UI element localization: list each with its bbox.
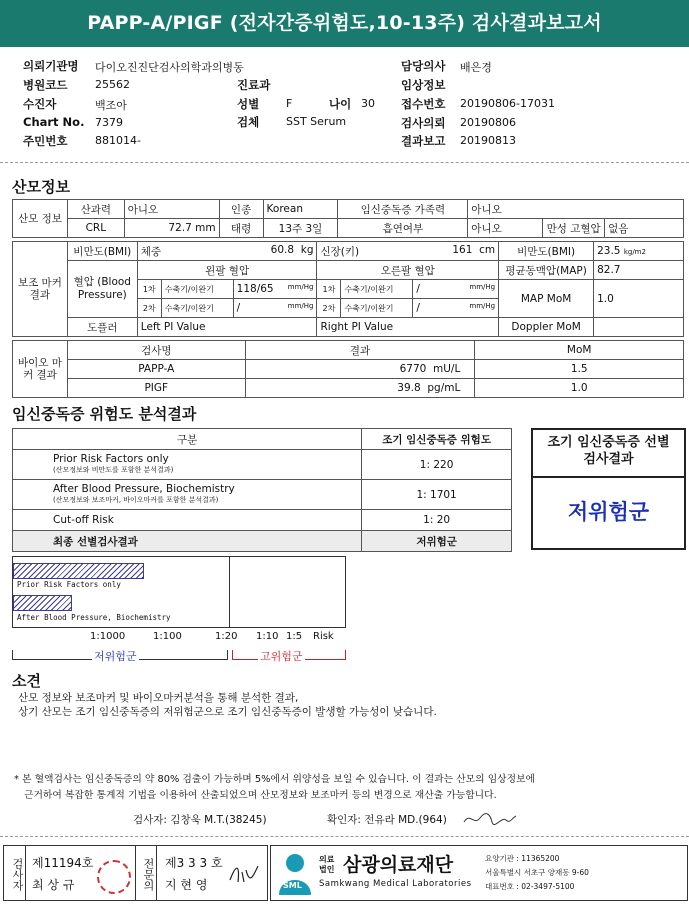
- specialist-name: 지 현 영: [165, 878, 208, 892]
- biomarker-table: [12, 340, 684, 398]
- institution-label: 의뢰기관명: [23, 59, 79, 73]
- org-footer: [270, 845, 688, 901]
- family-label: 임신중독증 가족력: [338, 200, 468, 219]
- opinion-line1: 산모 정보와 보조마커 및 바이오마커분석을 통해 분석한 결과,: [18, 692, 299, 704]
- right-first-label: 1차: [317, 280, 341, 299]
- bio-head-result: 결과: [245, 341, 475, 360]
- id-value: 881014-: [95, 134, 141, 147]
- specimen-label: 검체: [237, 115, 260, 129]
- specialist-footer-label: 전문의: [135, 846, 157, 900]
- weight-value: 60.8: [270, 243, 295, 256]
- examiner-name: 최 상 규: [32, 878, 75, 892]
- risk-head-category: 구분: [13, 429, 362, 450]
- tick-label: 1:5: [286, 631, 303, 642]
- left1-value: 118/65: [236, 283, 274, 295]
- tick-label: 1:1000: [90, 631, 126, 642]
- maternal-group-label: 산모 정보: [13, 200, 68, 238]
- smoking-value: 아니오: [468, 219, 543, 238]
- risk-row-sub: (산모정보와 보조마커, 바이오마커를 포함한 분석결과): [53, 495, 219, 504]
- left2-unit: mm/Hg: [287, 302, 314, 310]
- bio-value: 6770: [399, 363, 427, 375]
- high-risk-label: 고위험군: [260, 650, 303, 663]
- tick-label: 1:10: [256, 631, 279, 642]
- race-label: 인종: [219, 200, 263, 219]
- bio-head-mom: MoM: [475, 341, 684, 360]
- seal-icon: [97, 860, 131, 894]
- table-row: [13, 450, 512, 480]
- doppler-label: 도플러: [67, 318, 137, 337]
- risk-row-name: Prior Risk Factors only: [53, 452, 169, 465]
- right-second-label: 2차: [317, 299, 341, 318]
- org-name-en: Samkwang Medical Laboratories: [319, 879, 472, 889]
- result-date-value: 20190813: [460, 134, 516, 147]
- table-row: [13, 379, 684, 398]
- crl-value: 72.7 mm: [124, 219, 219, 238]
- pregnancy-label: 산과력: [67, 200, 124, 219]
- height-label: 신장(키): [320, 245, 360, 258]
- bio-head-name: 검사명: [67, 341, 245, 360]
- ga-label: 태령: [219, 219, 263, 238]
- signature-footer: [3, 845, 268, 901]
- examiner-footer-label: 검사자: [4, 846, 26, 900]
- result-date-label: 결과보고: [401, 134, 446, 148]
- risk-row-name: Cut-off Risk: [13, 510, 362, 531]
- right1-unit: mm/Hg: [469, 283, 496, 291]
- risk-table: [12, 428, 512, 552]
- smoking-label: 흡연여부: [338, 219, 468, 238]
- bio-unit: pg/mL: [427, 382, 461, 394]
- receipt-value: 20190806-17031: [460, 97, 555, 110]
- left-pi-label: Left PI Value: [137, 318, 317, 337]
- signature-image: [462, 810, 518, 828]
- race-value: Korean: [263, 200, 338, 219]
- low-risk-label: 저위험군: [94, 650, 137, 663]
- crl-label: CRL: [67, 219, 124, 238]
- weight-label: 체중: [140, 245, 162, 258]
- opinion-line2: 상기 산모는 조기 임신중독증의 저위험군으로 조기 임신중독증이 발생할 가능성이 낮습니다.: [18, 706, 437, 718]
- request-label: 검사의뢰: [401, 116, 446, 130]
- risk-row-value: 1: 220: [362, 450, 512, 480]
- side-title: 조기 임신중독증 선별검사결과: [533, 430, 684, 478]
- bio-name: PAPP-A: [67, 360, 245, 379]
- hospital-code-label: 병원코드: [23, 78, 68, 92]
- request-value: 20190806: [460, 116, 516, 129]
- bar-label-after: After Blood Pressure, Biochemistry: [17, 613, 171, 622]
- auxiliary-marker-table: [12, 241, 684, 337]
- bio-name: PIGF: [67, 379, 245, 398]
- hypertension-value: 없음: [605, 219, 684, 238]
- specimen-value: SST Serum: [286, 115, 347, 128]
- maternal-table: [12, 199, 684, 238]
- department-label: 진료과: [237, 78, 271, 92]
- examiner-sign: 검사자: 김창욱 M.T.(38245): [133, 814, 267, 826]
- patient-value: 백조아: [95, 99, 127, 112]
- institution-value: 다이오진진단검사의학과의병동: [95, 61, 244, 74]
- bio-mom: 1.5: [475, 360, 684, 379]
- right-bp-label: 오른팔 혈압: [317, 261, 499, 280]
- org-line1: 요양기관 : 11365200: [485, 854, 560, 863]
- bio-unit: mU/L: [433, 363, 461, 375]
- height-unit: cm: [479, 243, 496, 256]
- table-row: [13, 480, 512, 510]
- bmi-value: 23.5: [597, 245, 621, 257]
- opinion-title: 소견: [12, 672, 41, 690]
- risk-row-value: 1: 20: [362, 510, 512, 531]
- left-bp-label: 왼팔 혈압: [137, 261, 317, 280]
- logo-badge: SML: [283, 881, 302, 890]
- maternal-section-title: 산모정보: [12, 178, 70, 196]
- notes-line2: 근거하여 복잡한 통계적 기법을 이용하여 산출되었으며 산모정보와 보조마커 등의 변경으로 재산출 가능합니다.: [24, 790, 497, 801]
- map-mom-value: 1.0: [594, 280, 684, 318]
- bmi-row-label: 비만도(BMI): [67, 242, 137, 261]
- right2-value: /: [416, 302, 420, 314]
- table-row: [13, 510, 512, 531]
- id-label: 주민번호: [23, 134, 68, 148]
- bar-prior-risk: [13, 563, 144, 579]
- specialist-signature: [226, 860, 260, 890]
- map-value: 82.7: [594, 261, 684, 280]
- left-second-label: 2차: [137, 299, 161, 318]
- left-first-label: 1차: [137, 280, 161, 299]
- org-line3: 대표번호 : 02-3497-5100: [485, 882, 575, 891]
- divider: [0, 162, 689, 163]
- bar-after-bp: [13, 595, 72, 611]
- bmi-unit: kg/m2: [623, 248, 646, 256]
- hypertension-label: 만성 고혈압: [543, 219, 605, 238]
- receipt-label: 접수번호: [401, 97, 446, 111]
- chart-value: 7379: [95, 116, 123, 129]
- right2-unit: mm/Hg: [469, 302, 496, 310]
- right-pi-label: Right PI Value: [317, 318, 499, 337]
- weight-unit: kg: [300, 243, 314, 256]
- risk-head-risk: 조기 임신중독증 위험도: [362, 429, 512, 450]
- org-line2: 서울특별시 서초구 양재동 9-60: [485, 868, 589, 877]
- tick-label: 1:20: [215, 631, 238, 642]
- clinical-label: 임상정보: [401, 78, 446, 92]
- specialist-no: 제3 3 3 호: [165, 856, 223, 870]
- chart-label: Chart No.: [23, 115, 85, 129]
- final-value: 저위험군: [362, 531, 512, 552]
- tick-label: 1:100: [153, 631, 182, 642]
- report-title: PAPP-A/PIGF (전자간증위험도,10-13주) 검사결과보고서: [0, 0, 689, 47]
- sex-label: 성별: [237, 97, 260, 111]
- map-label: 평균동맥압(MAP): [499, 261, 594, 280]
- doppler-mom-label: Doppler MoM: [499, 318, 594, 337]
- tick-label: Risk: [313, 631, 334, 642]
- age-value: 30: [361, 97, 375, 110]
- org-prefix: 의료 법인: [319, 855, 335, 874]
- screening-result-box: [531, 428, 686, 550]
- doctor-value: 배은경: [460, 61, 492, 74]
- bmi-label: 비만도(BMI): [499, 242, 594, 261]
- risk-row-name: After Blood Pressure, Biochemistry: [53, 482, 235, 495]
- auxiliary-group-label: 보조 마커 결과: [13, 242, 68, 337]
- right-sysdia-label-2: 수축기/이완기: [341, 299, 413, 318]
- risk-row-value: 1: 1701: [362, 480, 512, 510]
- notes-line1: * 본 혈액검사는 임신중독증의 약 80% 검출이 가능하며 5%에서 위양성을 보일 수 있습니다. 이 결과는 산모의 임상정보에: [14, 774, 536, 785]
- pregnancy-value: 아니오: [124, 200, 219, 219]
- final-label: 최종 선별검사결과: [13, 531, 362, 552]
- left-sysdia-label: 수축기/이완기: [161, 280, 233, 299]
- patient-label: 수진자: [23, 97, 57, 111]
- risk-chart: [12, 556, 346, 628]
- right1-value: /: [416, 283, 420, 295]
- confirmer-sign: 확인자: 전유라 MD.(964): [327, 814, 447, 826]
- biomarker-group-label: 바이오 마커 결과: [13, 341, 68, 398]
- doctor-label: 담당의사: [401, 59, 446, 73]
- height-value: 161: [452, 243, 473, 256]
- sex-value: F: [286, 97, 293, 110]
- left1-unit: mm/Hg: [287, 283, 314, 291]
- age-label: 나이: [329, 97, 352, 111]
- risk-section-title: 임신중독증 위험도 분석결과: [12, 405, 197, 423]
- table-row: [13, 360, 684, 379]
- side-result: 저위험군: [567, 500, 650, 524]
- sml-logo-icon: [275, 851, 315, 895]
- right-sysdia-label: 수축기/이완기: [341, 280, 413, 299]
- hospital-code-value: 25562: [95, 78, 130, 91]
- examiner-no: 제11194호: [32, 856, 94, 870]
- bio-mom: 1.0: [475, 379, 684, 398]
- bp-label: 혈압 (Blood Pressure): [67, 261, 137, 318]
- left2-value: /: [236, 302, 241, 314]
- left-sysdia-label-2: 수축기/이완기: [161, 299, 233, 318]
- bar-label-prior: Prior Risk Factors only: [17, 580, 121, 589]
- divider: [0, 836, 689, 837]
- risk-row-sub: (산모정보와 비만도를 포함한 분석결과): [53, 465, 174, 474]
- ga-value: 13주 3일: [263, 219, 338, 238]
- family-value: 아니오: [468, 200, 684, 219]
- org-name: 삼광의료재단: [343, 854, 454, 876]
- bio-value: 39.8: [397, 382, 421, 394]
- map-mom-label: MAP MoM: [499, 280, 594, 318]
- cutoff-line: [229, 557, 230, 627]
